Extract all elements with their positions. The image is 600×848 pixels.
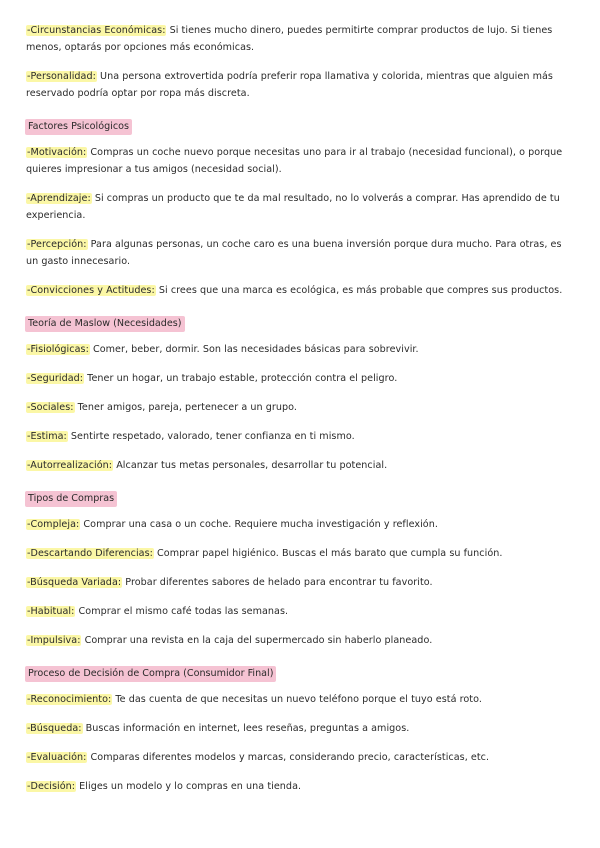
term-highlight: -Percepción:	[27, 239, 87, 250]
note-text: Para algunas personas, un coche caro es una buena inversión porque dura mucho. Para otras, es un gasto innecesario.	[26, 239, 562, 267]
note-text: Comprar una revista en la caja del supermercado sin haberlo planeado.	[81, 635, 433, 646]
note-text: Buscas información en internet, lees reseñas, preguntas a amigos.	[82, 723, 410, 734]
term-highlight: -Búsqueda:	[27, 723, 82, 734]
note-sociales	[26, 399, 574, 416]
note-text: Comprar una casa o un coche. Requiere mucha investigación y reflexión.	[80, 519, 438, 530]
note-text: Si tienes mucho dinero, puedes permitirte comprar productos de lujo. Si tienes menos, optarás por opciones más económicas.	[26, 25, 553, 53]
note-habitual	[26, 603, 574, 620]
note-fisiologicas	[26, 341, 574, 358]
term-highlight: -Personalidad:	[27, 71, 96, 82]
term-highlight: -Reconocimiento:	[27, 694, 112, 705]
note-compleja	[26, 516, 574, 533]
note-estima	[26, 428, 574, 445]
section-heading-tipos-de-compras: Tipos de Compras	[25, 491, 117, 507]
term-highlight: -Descartando Diferencias:	[27, 548, 153, 559]
note-convicciones	[26, 282, 574, 299]
term-highlight: -Impulsiva:	[27, 635, 81, 646]
term-highlight: -Aprendizaje:	[27, 193, 91, 204]
term-highlight: -Sociales:	[27, 402, 74, 413]
note-aprendizaje	[26, 190, 574, 224]
section-heading-factores-psicologicos: Factores Psicológicos	[25, 119, 132, 135]
note-text: Te das cuenta de que necesitas un nuevo teléfono porque el tuyo está roto.	[112, 694, 482, 705]
term-highlight: -Decisión:	[27, 781, 76, 792]
note-busqueda-variada	[26, 574, 574, 591]
note-reconocimiento	[26, 691, 574, 708]
note-personalidad	[26, 68, 574, 102]
note-descartando-diferencias	[26, 545, 574, 562]
note-text: Comer, beber, dormir. Son las necesidades básicas para sobrevivir.	[89, 344, 419, 355]
note-text: Tener amigos, pareja, pertenecer a un grupo.	[74, 402, 297, 413]
term-highlight: -Circunstancias Económicas:	[27, 25, 166, 36]
note-text: Compras un coche nuevo porque necesitas uno para ir al trabajo (necesidad funcional), o porque quieres impresionar a tus amigos (necesidad social).	[26, 147, 563, 175]
term-highlight: -Compleja:	[27, 519, 80, 530]
note-text: Eliges un modelo y lo compras en una tienda.	[76, 781, 302, 792]
note-evaluacion	[26, 749, 574, 766]
note-seguridad	[26, 370, 574, 387]
term-highlight: -Estima:	[27, 431, 67, 442]
section-heading-proceso-de-decision: Proceso de Decisión de Compra (Consumidor Final)	[25, 666, 276, 682]
note-decision	[26, 778, 574, 795]
term-highlight: -Búsqueda Variada:	[27, 577, 122, 588]
note-text: Comparas diferentes modelos y marcas, considerando precio, características, etc.	[87, 752, 490, 763]
term-highlight: -Habitual:	[27, 606, 75, 617]
note-motivacion	[26, 144, 574, 178]
note-text: Una persona extrovertida podría preferir ropa llamativa y colorida, mientras que alguien más reservado podría optar por ropa más discreta.	[26, 71, 553, 99]
note-busqueda	[26, 720, 574, 737]
note-text: Sentirte respetado, valorado, tener confianza en ti mismo.	[67, 431, 355, 442]
note-text: Comprar el mismo café todas las semanas.	[75, 606, 289, 617]
note-impulsiva	[26, 632, 574, 649]
note-circunstancias-economicas	[26, 22, 574, 56]
note-text: Alcanzar tus metas personales, desarrollar tu potencial.	[113, 460, 388, 471]
note-autorrealizacion	[26, 457, 574, 474]
note-percepcion	[26, 236, 574, 270]
note-text: Si crees que una marca es ecológica, es más probable que compres sus productos.	[155, 285, 563, 296]
section-heading-maslow: Teoría de Maslow (Necesidades)	[25, 316, 185, 332]
term-highlight: -Autorrealización:	[27, 460, 113, 471]
term-highlight: -Evaluación:	[27, 752, 87, 763]
note-text: Probar diferentes sabores de helado para encontrar tu favorito.	[122, 577, 433, 588]
note-text: Si compras un producto que te da mal resultado, no lo volverás a comprar. Has aprendido de tu experiencia.	[26, 193, 560, 221]
note-text: Tener un hogar, un trabajo estable, protección contra el peligro.	[84, 373, 398, 384]
term-highlight: -Motivación:	[27, 147, 87, 158]
note-text: Comprar papel higiénico. Buscas el más barato que cumpla su función.	[153, 548, 503, 559]
term-highlight: -Fisiológicas:	[27, 344, 89, 355]
term-highlight: -Seguridad:	[27, 373, 84, 384]
term-highlight: -Convicciones y Actitudes:	[27, 285, 155, 296]
